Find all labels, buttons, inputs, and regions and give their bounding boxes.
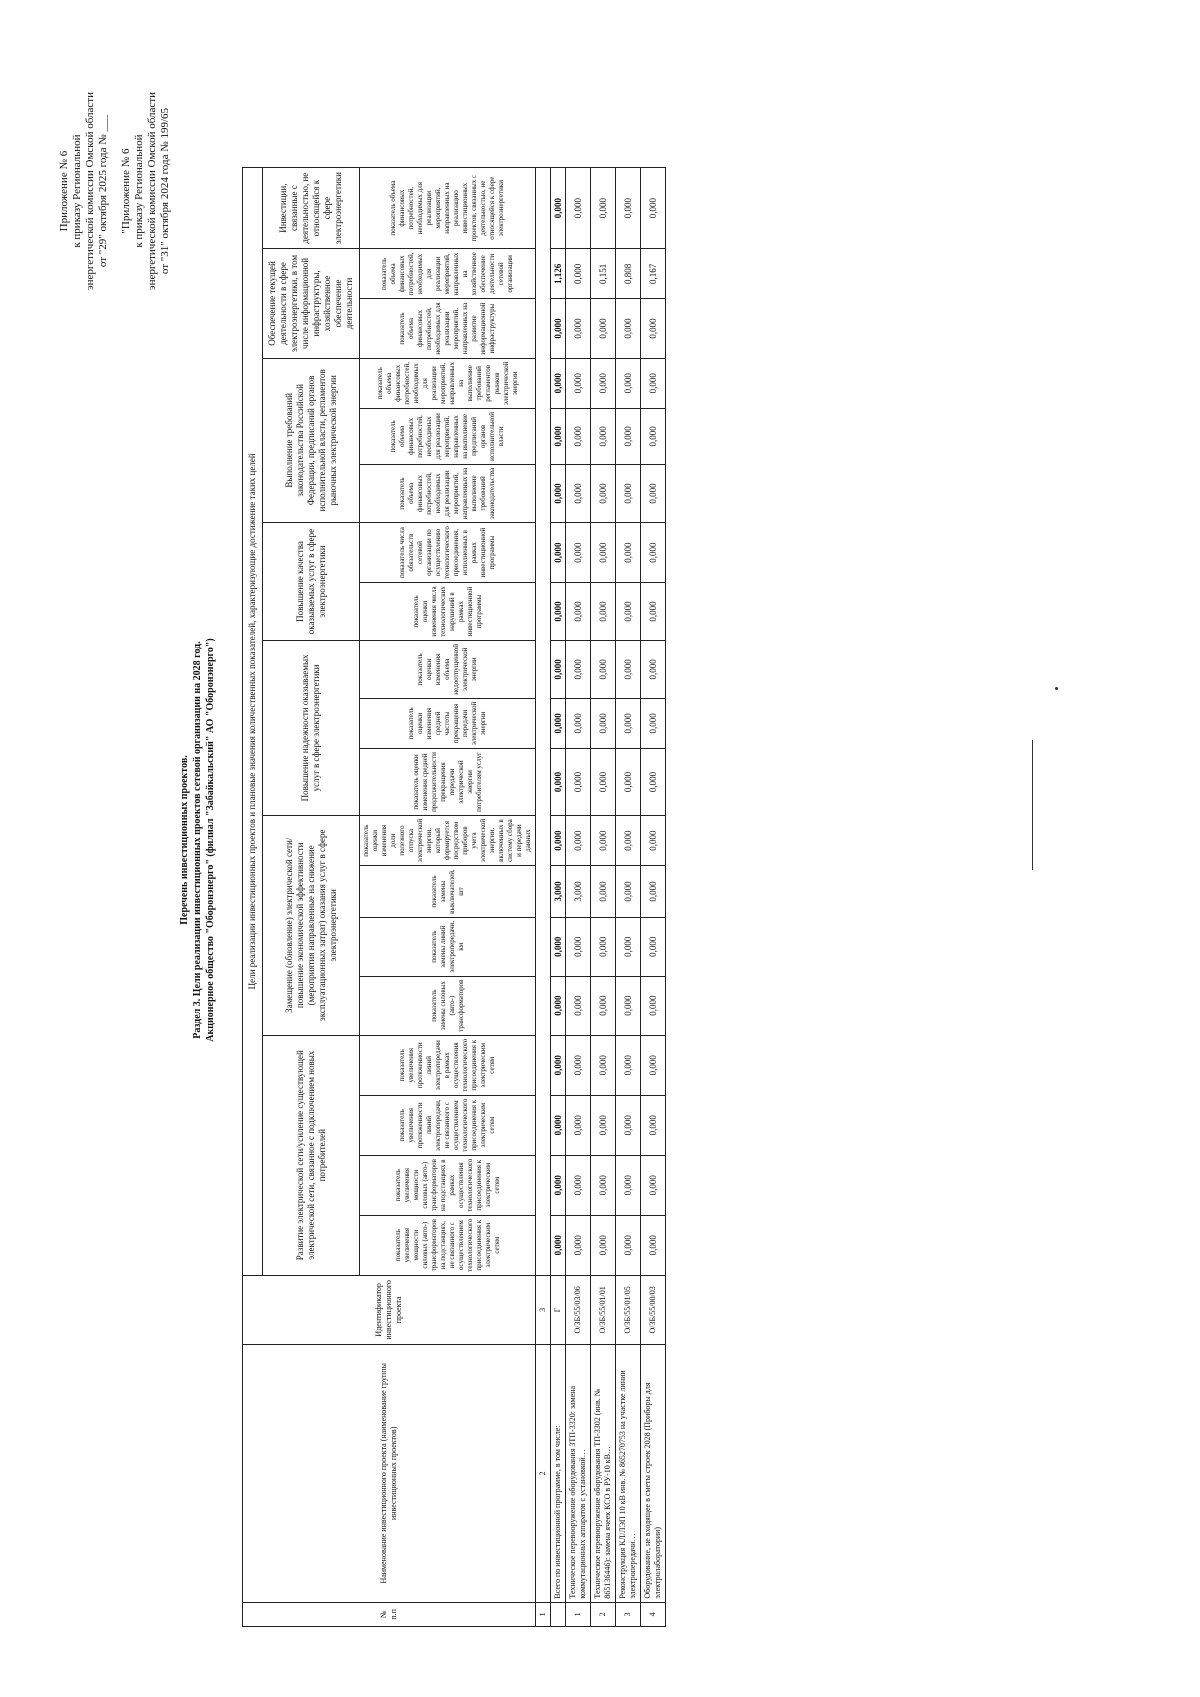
table-row (616, 168, 641, 1627)
annex-line: энергетической комиссии Омской области (84, 92, 96, 291)
table-row (551, 168, 566, 1627)
project-id: О/ЗБ/55/01/05 (616, 1275, 641, 1344)
annex-current (58, 92, 110, 290)
indicator-value: 0,000 (616, 640, 641, 698)
annex-line: к приказу Региональной (133, 134, 145, 248)
indicator-value: 0,000 (616, 523, 641, 583)
indicator-value: 0,000 (566, 815, 591, 865)
index-row (536, 168, 551, 1627)
indicator-value: 0,000 (551, 698, 566, 748)
stray-mark (1055, 687, 1058, 690)
indicator-value: 0,000 (551, 1035, 566, 1095)
indicator-value: 0,000 (566, 358, 591, 408)
indicator-value: 0,000 (591, 1035, 616, 1095)
indicator-value: 0,000 (641, 749, 666, 816)
row-num: 4 (641, 1602, 666, 1626)
indicator-value: 0,000 (566, 1095, 591, 1155)
group-reliability: Повышение надежности оказываемых услуг в сфере электроэнергетики (263, 640, 360, 815)
indicator-value: 0,000 (591, 976, 616, 1035)
indicator-value: 0,000 (591, 358, 616, 408)
indicator-value: 0,000 (566, 408, 591, 464)
project-id: О/ЗБ/55/03/06 (566, 1275, 591, 1344)
indicator-value: 0,000 (616, 1155, 641, 1215)
indicator-value: 0,000 (641, 168, 666, 249)
indicator-value: 0,000 (551, 976, 566, 1035)
index-cell: 1 (536, 1602, 551, 1626)
indicator-value: 0,000 (566, 249, 591, 299)
indicator-value: 0,167 (641, 249, 666, 299)
col-num-header: № п.п (243, 1602, 536, 1626)
indicator-header: показатель увеличения мощности силовых (авто-) трансформаторов на подстанциях, не связанного с осуществлением технологического присоединения к электрическим сетям (360, 1215, 536, 1275)
indicator-value: 0,000 (616, 917, 641, 976)
indicator-value: 0,000 (616, 1095, 641, 1155)
indicator-header: показатель замены силовых (авто-) трансформаторов (360, 976, 536, 1035)
group-development: Развитие электрической сети/усиление существующей электрической сети, связанное с подключением новых потребителей (263, 1035, 360, 1275)
table-row (591, 168, 616, 1627)
indicator-value: 0,000 (641, 866, 666, 918)
project-name: Оборудование, не входящее в сметы строек 2028 (Приборы для электролаборатории) (641, 1345, 666, 1603)
annex-line: энергетической комиссии Омской области (146, 92, 158, 291)
indicator-value: 0,000 (551, 917, 566, 976)
indicator-value: 0,000 (566, 583, 591, 641)
project-name: Реконструкция КЛ/ЛЭП 10 кВ инв. № 865270753 на участке линии электропередачи… (616, 1345, 641, 1603)
title-line: Акционерное общество "Оборонэнерго" (филиал "Забайкальский" АО "Оборонэнерго") (205, 638, 216, 1042)
indicator-value: 0,000 (566, 1035, 591, 1095)
indicator-header: показатель объема финансовых потребностей, необходимых для реализации мероприятий, направленных на реализацию инвестиционных проектов, связанных с деятельностью, не относящейся к сфере электроэнергетики (360, 168, 536, 249)
project-id: О/ЗБ/55/00/03 (641, 1275, 666, 1344)
indicator-value: 0,000 (616, 408, 641, 464)
indicator-header: показатель увеличения протяженности линий электропередачи, не связанного с осуществлением технологического присоединения к электрическим сетям (360, 1095, 536, 1155)
indicator-value: 0,000 (616, 976, 641, 1035)
indicator-value: 0,000 (616, 168, 641, 249)
indicator-value: 0,000 (591, 408, 616, 464)
indicator-value: 0,151 (591, 249, 616, 299)
indicator-value: 0,000 (566, 976, 591, 1035)
indicator-value: 0,000 (551, 640, 566, 698)
document-page (30, 20, 1160, 1660)
index-cell: 3 (536, 1275, 551, 1344)
indicator-value: 0,000 (641, 464, 666, 522)
indicator-header: показатель замены выключателей, шт (360, 866, 536, 918)
indicator-value: 0,000 (551, 1155, 566, 1215)
indicator-value: 0,000 (551, 299, 566, 358)
indicator-header: показатель объема финансовых потребностей, необходимых для реализации мероприятий, направленных на выполнение требований регламентов рынков электрической энергии (360, 358, 536, 408)
indicator-value: 0,000 (616, 358, 641, 408)
indicator-value: 0,000 (566, 698, 591, 748)
indicator-value: 0,000 (566, 464, 591, 522)
indicator-value: 3,000 (566, 866, 591, 918)
indicator-value: 0,000 (551, 1095, 566, 1155)
indicator-value: 0,000 (641, 1095, 666, 1155)
indicator-value: 0,000 (591, 866, 616, 918)
title-line: Перечень инвестиционных проектов. (179, 755, 190, 925)
indicator-value: 0,000 (551, 1215, 566, 1275)
group-current-activity: Обеспечение текущей деятельности в сфере электроэнергетики, в том числе информационной инфраструктуры, хозяйственное обеспечение деятельности (263, 249, 360, 358)
indicator-value: 0,000 (566, 640, 591, 698)
indicator-value: 1,126 (551, 249, 566, 299)
indicator-header: показатель объема финансовых потребностей, необходимых для реализации мероприятий, направленных на выполнение предписаний органов исполнительной власти (360, 408, 536, 464)
indicator-value: 0,000 (591, 168, 616, 249)
project-name: Техническое перевооружение оборудования ЗТП-3320: замена коммутационных аппаратов с установкой… (566, 1345, 591, 1603)
indicator-value: 0,000 (641, 917, 666, 976)
indicator-value: 0,000 (551, 523, 566, 583)
indicator-value: 0,000 (616, 749, 641, 816)
indicator-value: 0,000 (641, 815, 666, 865)
indicator-value: 0,000 (566, 917, 591, 976)
col-name-header: Наименование инвестиционного проекта (наименование группы инвестиционных проектов) (243, 1345, 536, 1603)
index-filler (536, 168, 551, 1276)
indicator-value: 0,000 (591, 1095, 616, 1155)
indicator-value: 0,000 (641, 408, 666, 464)
indicator-value: 0,000 (591, 1155, 616, 1215)
indicator-value: 0,000 (551, 583, 566, 641)
indicator-value: 0,000 (641, 1035, 666, 1095)
indicator-value: 0,000 (566, 1215, 591, 1275)
indicator-value: 0,000 (591, 640, 616, 698)
indicator-value: 0,000 (641, 299, 666, 358)
indicator-header: показатель объема финансовых потребностей, необходимых для реализации мероприятий, направленных на хозяйственное обеспечение деятельности сетевой организации (360, 249, 536, 299)
project-name: Всего по инвестиционной программе, в том числе: (551, 1345, 566, 1603)
signature-line (1032, 740, 1033, 870)
indicator-value: 0,000 (591, 583, 616, 641)
indicator-value: 3,000 (551, 866, 566, 918)
annex-line: Приложение № 6 (58, 150, 70, 232)
indicator-value: 0,000 (591, 749, 616, 816)
row-num: 1 (566, 1602, 591, 1626)
indicator-value: 0,000 (641, 698, 666, 748)
indicator-header: показатель объема финансовых потребностей, необходимых для реализации мероприятий, направленных на выполнение требований законодательства (360, 464, 536, 522)
group-replacement: Замещение (обновление) электрической сети/повышение экономической эффективности (мероприятия направленные на снижение эксплуатационных затрат) оказания услуг в сфере электроэнергетики (263, 815, 360, 1035)
group-legal: Выполнение требований законодательства Российской Федерации, предписаний органов исполнительной власти, регламентов рыночных электрической энергии (263, 358, 360, 522)
indicator-value: 0,000 (591, 464, 616, 522)
group-non-energy: Инвестиции, связанные с деятельностью, не относящейся к сфере электроэнергетики (263, 168, 360, 249)
indicator-header: показатель увеличения протяженности линий электропередачи в рамках осуществления технологического присоединения к электрическим сетям (360, 1035, 536, 1095)
indicator-header: показатель замены линий электропередачи, км (360, 917, 536, 976)
indicator-value: 0,000 (551, 815, 566, 865)
indicator-value: 0,000 (591, 698, 616, 748)
indicator-value: 0,000 (616, 866, 641, 918)
indicator-value: 0,000 (641, 523, 666, 583)
project-id: О/ЗБ/55/01/01 (591, 1275, 616, 1344)
index-cell: 2 (536, 1345, 551, 1603)
indicator-value: 0,000 (551, 358, 566, 408)
indicator-value: 0,808 (616, 249, 641, 299)
indicator-value: 0,000 (641, 358, 666, 408)
indicator-value: 0,000 (551, 168, 566, 249)
indicator-value: 0,000 (616, 1035, 641, 1095)
indicator-value: 0,000 (616, 698, 641, 748)
indicator-value: 0,000 (551, 464, 566, 522)
annex-line: к приказу Региональной (71, 134, 83, 248)
indicator-value: 0,000 (591, 523, 616, 583)
table-row (641, 168, 666, 1627)
annex-prior (120, 92, 172, 290)
indicator-header: показатель увеличения мощности силовых (авто-) трансформаторов на подстанциях в рамках осуществления технологического присоединения к электрическим сетям (360, 1155, 536, 1215)
indicator-value: 0,000 (551, 749, 566, 816)
indicator-header: показатель объема финансовых потребностей, необходимых для реализации мероприятий, направленных на развитие информационной инфраструктуры (360, 299, 536, 358)
indicator-value: 0,000 (616, 815, 641, 865)
project-id: Г (551, 1275, 566, 1344)
indicator-value: 0,000 (591, 917, 616, 976)
indicator-value: 0,000 (616, 299, 641, 358)
indicator-header: показатель оценки изменения доли полезного отпуска электрической энергии, который формируется посредством приборов учета электрической энергии, включенных в систему сбора и передачи данных (360, 815, 536, 865)
goals-table (242, 167, 666, 1627)
group-quality: Повышение качества оказываемых услуг в сфере электроэнергетики (263, 523, 360, 641)
indicator-header: показатель оценки изменения числа технологических нарушений в рамках инвестиционной программы (360, 583, 536, 641)
indicator-value: 0,000 (641, 640, 666, 698)
indicator-value: 0,000 (641, 976, 666, 1035)
indicator-header: показатель числа обязательств сетевой организации по осуществлению технологического присоединения, исполненных в рамках инвестиционной программы (360, 523, 536, 583)
project-name: Техническое перевооружение оборудования ТП-3302 (инв. № 865136446): замена ячеек КСО в РУ-10 кВ… (591, 1345, 616, 1603)
annex-line: от "31" октября 2024 года № 199/65 (159, 107, 171, 275)
indicator-header: показатель оценки изменения средней продолжительности прекращения передачи электрической энергии потребителям услуг (360, 749, 536, 816)
indicator-header: показатель оценки изменения объема недоотпущенной электрической энергии (360, 640, 536, 698)
indicator-value: 0,000 (641, 1155, 666, 1215)
indicator-value: 0,000 (641, 583, 666, 641)
indicator-value: 0,000 (566, 749, 591, 816)
indicator-value: 0,000 (616, 583, 641, 641)
document-title (178, 20, 217, 1660)
annex-line: от "29" октября 2025 года № ___ (97, 115, 109, 268)
indicator-value: 0,000 (566, 1155, 591, 1215)
indicator-value: 0,000 (616, 464, 641, 522)
annex-line: "Приложение № 6 (120, 148, 132, 234)
title-line: Раздел 3. Цели реализации инвестиционных проектов сетевой организации на 2028 год. (192, 641, 203, 1039)
indicator-value: 0,000 (551, 408, 566, 464)
row-num: 2 (591, 1602, 616, 1626)
row-num: 3 (616, 1602, 641, 1626)
indicator-value: 0,000 (616, 1215, 641, 1275)
indicator-header: показатель оценки изменения средней частоты прекращения передачи электрической энергии (360, 698, 536, 748)
indicator-value: 0,000 (591, 1215, 616, 1275)
row-num (551, 1602, 566, 1626)
goals-header: Цели реализации инвестиционных проектов и плановые значения количественных показателей, характеризующие достижение таких целей (243, 168, 263, 1276)
indicator-value: 0,000 (566, 168, 591, 249)
indicator-value: 0,000 (591, 815, 616, 865)
col-id-header: Идентификатор инвестиционного проекта (243, 1275, 536, 1344)
indicator-value: 0,000 (641, 1215, 666, 1275)
indicator-value: 0,000 (566, 299, 591, 358)
table-row (566, 168, 591, 1627)
indicator-value: 0,000 (591, 299, 616, 358)
indicator-value: 0,000 (566, 523, 591, 583)
